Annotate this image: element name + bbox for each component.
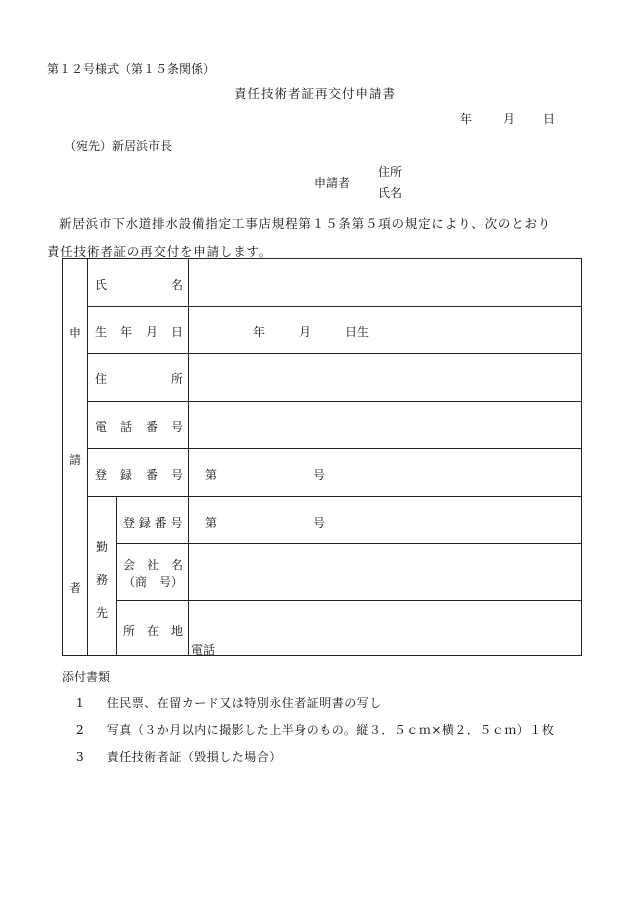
applicant-side-char: 者	[69, 581, 82, 595]
workplace-side-char: 先	[96, 606, 109, 620]
workplace-registration-prefix: 第	[205, 516, 218, 530]
table-divider	[87, 496, 581, 497]
attachment-item	[76, 748, 282, 765]
attachment-text: 責任技術者証（毀損した場合）	[106, 750, 282, 764]
phone-label-char: 電	[95, 420, 108, 434]
table-divider	[87, 306, 581, 307]
date-day-label: 日	[543, 112, 556, 126]
birthdate-month-label: 月	[299, 325, 312, 339]
name-label-char: 名	[171, 278, 184, 292]
attachment-number: 2	[76, 723, 85, 737]
registration-label-char: 録	[120, 468, 133, 482]
company-name-field[interactable]	[189, 544, 581, 599]
registration-label-char: 登	[95, 468, 108, 482]
table-divider	[87, 448, 581, 449]
attachment-number: 1	[76, 696, 85, 710]
registration-label-char: 号	[171, 468, 184, 482]
applicant-side-char: 請	[69, 453, 82, 467]
attachment-number: 3	[76, 750, 85, 764]
addressee: （宛先）新居浜市長	[64, 139, 173, 153]
date-month-label: 月	[503, 112, 516, 126]
attachment-item	[76, 694, 382, 711]
phone-label-char: 話	[120, 420, 133, 434]
page-title: 責任技術者証再交付申請書	[233, 86, 396, 101]
form-number: 第１２号様式（第１５条関係）	[47, 62, 216, 76]
table-divider	[116, 496, 117, 655]
name-label-char: 氏	[95, 278, 108, 292]
request-line-1: 新居浜市下水道排水設備指定工事店規程第１５条第５項の規定により、次のとおり	[59, 216, 552, 231]
workplace-side-char: 勤	[96, 540, 109, 554]
request-line-2: 責任技術者証の再交付を申請します。	[47, 244, 273, 259]
birthdate-label-char: 年	[120, 325, 133, 339]
applicant-address-label: 住所	[378, 165, 403, 179]
application-table	[62, 258, 582, 656]
location-phone-label: 電話	[191, 643, 216, 657]
registration-prefix: 第	[205, 468, 218, 482]
applicant-side-char: 申	[69, 326, 82, 340]
table-divider	[87, 259, 88, 655]
workplace-side-char: 務	[96, 573, 109, 587]
company-name-label: 会 社 名	[123, 558, 184, 572]
address-label-char: 所	[171, 372, 184, 386]
attachment-text: 住民票、在留カード又は特別永住者証明書の写し	[106, 696, 382, 710]
attachment-text: 写真（３か月以内に撮影した上半身のもの。縦３．５ｃｍ×横２．５ｃｍ）１枚	[106, 723, 555, 737]
workplace-registration-suffix: 号	[313, 516, 326, 530]
birthdate-label-char: 月	[146, 325, 159, 339]
applicant-label: 申請者	[314, 176, 351, 190]
applicant-name-label: 氏名	[378, 186, 403, 200]
table-divider	[116, 600, 581, 601]
date-year-label: 年	[460, 112, 473, 126]
attachment-item	[76, 721, 554, 738]
workplace-registration-label: 登 録 番 号	[123, 516, 183, 530]
location-label: 所 在 地	[123, 624, 184, 638]
address-label-char: 住	[95, 372, 108, 386]
name-value-field[interactable]	[189, 259, 581, 305]
birthdate-label-char: 生	[95, 325, 108, 339]
attachments-title: 添付書類	[62, 670, 111, 684]
address-value-field[interactable]	[189, 354, 581, 400]
phone-label-char: 番	[146, 420, 159, 434]
birthdate-day-label: 日生	[345, 325, 370, 339]
phone-value-field[interactable]	[189, 402, 581, 447]
birthdate-year-label: 年	[253, 325, 266, 339]
birthdate-label-char: 日	[171, 325, 184, 339]
registration-suffix: 号	[313, 468, 326, 482]
registration-label-char: 番	[146, 468, 159, 482]
phone-label-char: 号	[171, 420, 184, 434]
company-name-sub-label: （商 号）	[123, 575, 184, 589]
